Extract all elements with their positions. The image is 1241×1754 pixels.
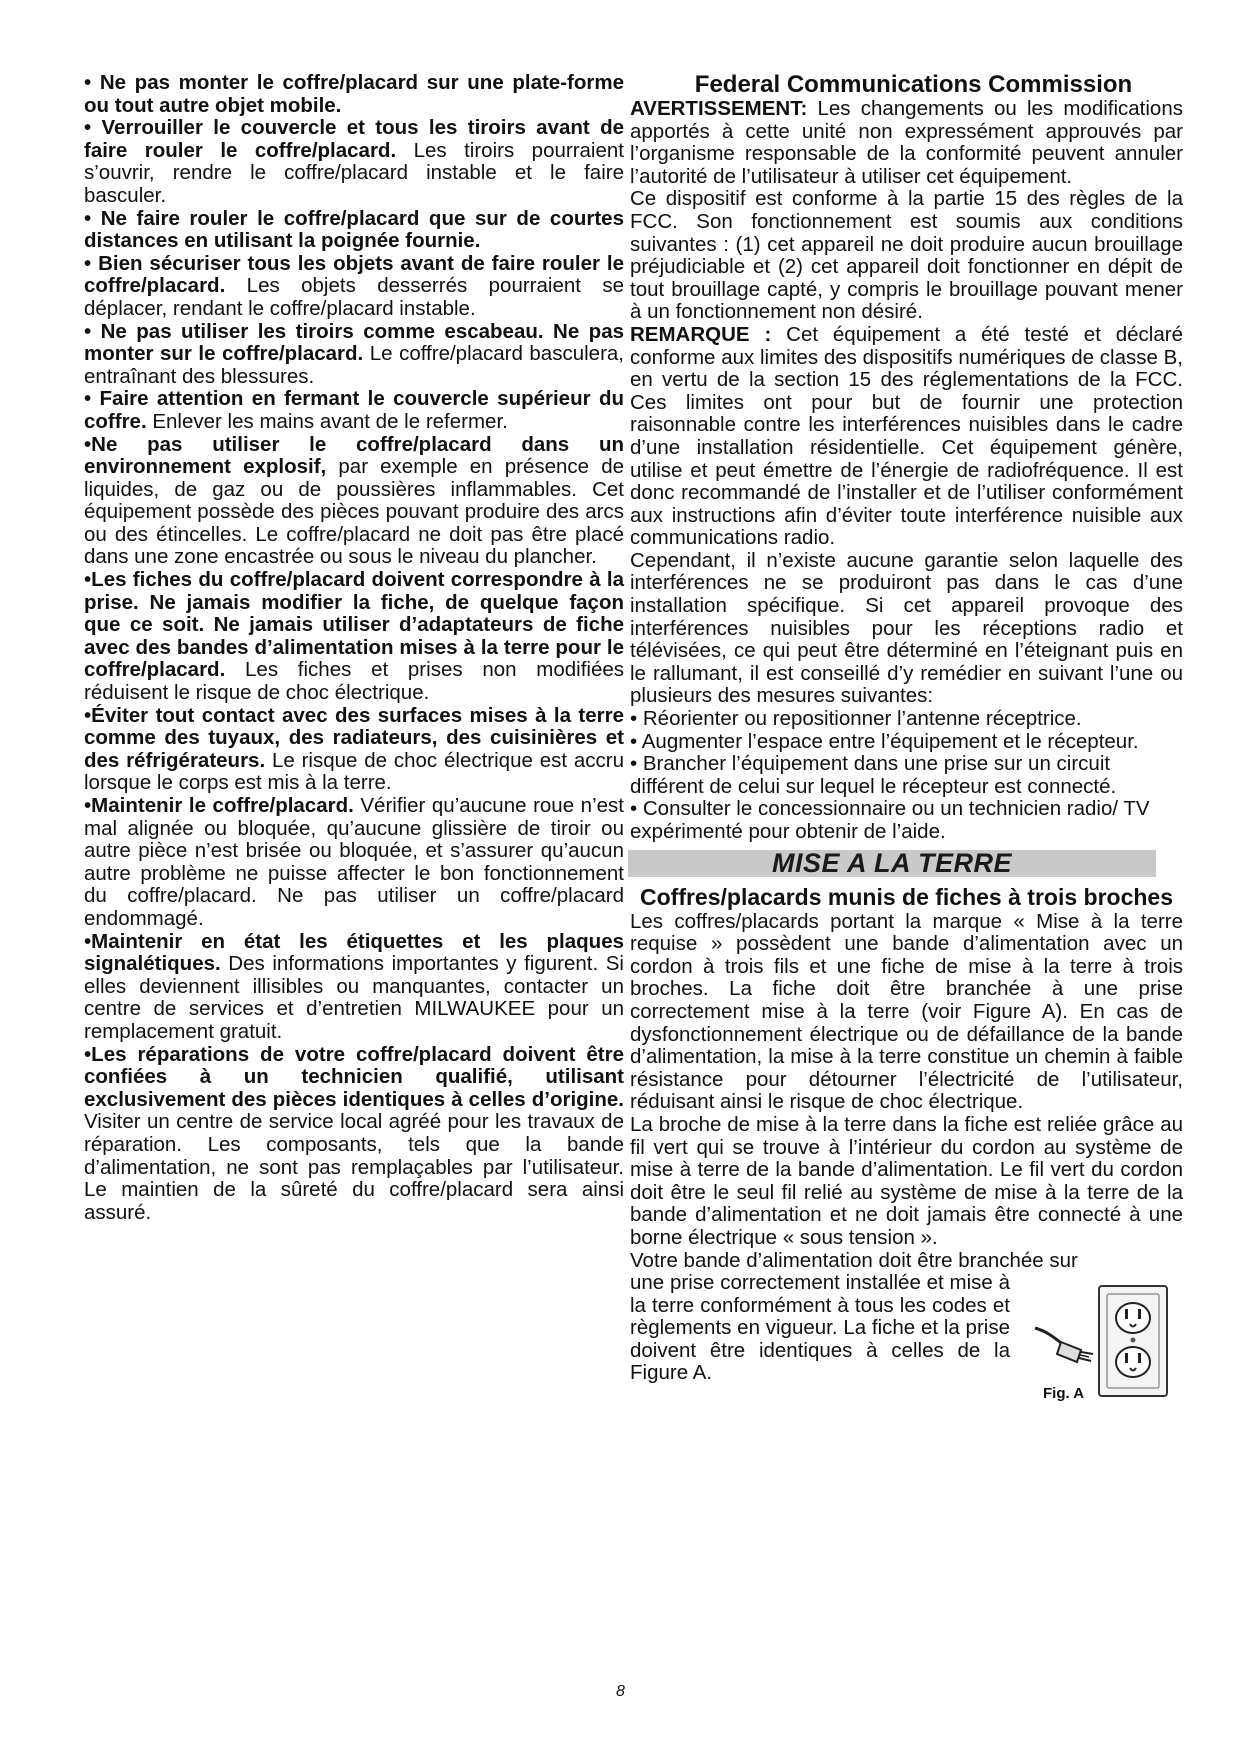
safety-item-1: • Ne pas monter le coffre/placard sur une plate-forme ou tout autre objet mobile. xyxy=(84,71,624,117)
page-number: 8 xyxy=(616,1683,625,1700)
safety-item-12: •Les réparations de votre coffre/placard doivent être confiées à un technicien qualifié, utilisant exclusivement des pièces identiques à celles d’origine. Visiter un centre de service local agréé pour les travaux de réparation. Les composants, tels que la bande d’alimentation, ne sont pas remplaçables par l’utilisateur. Le maintien de la sûreté du coffre/placard sera ainsi assuré. xyxy=(84,1042,624,1224)
safety-item-3: • Ne faire rouler le coffre/placard que sur de courtes distances en utilisant la poignée fournie. xyxy=(84,206,624,253)
safety-item-10: •Maintenir le coffre/placard. Vérifier qu’aucune roue n’est mal alignée ou bloquée, qu’aucune glissière de tiroir ou autre pièce n’est brisée ou bloquée, et s’assurer qu’aucun autre problème ne puisse affecter le bon fonctionnement du coffre/placard. Ne pas utiliser un coffre/placard endommagé. xyxy=(84,794,624,930)
fcc-warning: AVERTISSEMENT: Les changements ou les modifications apportés à cette unité non expressément approuvés par l’organisme responsable de la conformité peuvent annuler l’autorité de l’utilisateur à utiliser cet équipement. xyxy=(630,97,1183,188)
safety-item-2: • Verrouiller le couvercle et tous les tiroirs avant de faire rouler le coffre/placard. Les tiroirs pourraient s’ouvrir, rendre le coffre/placard instable et le faire basculer. xyxy=(84,116,624,207)
fcc-bullet-1: • Réorienter ou repositionner l’antenne réceptrice. xyxy=(630,707,1082,731)
grounded-outlet-figure xyxy=(1031,1284,1171,1402)
three-prong-plug-icon xyxy=(1035,1328,1093,1362)
safety-item-8: •Les fiches du coffre/placard doivent correspondre à la prise. Ne jamais modifier la fiche, de quelque façon que ce soit. Ne jamais utiliser d’adaptateurs de fiche avec des bandes d’alimentation mises à la terre pour le coffre/placard. Les fiches et prises non modifiées réduisent le risque de choc électrique. xyxy=(84,568,624,705)
grounding-para-1: Les coffres/placards portant la marque « Mise à la terre requise » possèdent une bande d’alimentation avec un cordon à trois fils et une fiche de mise à la terre à trois broches. La fiche doit être branchée à une prise correctement mise à la terre (voir Figure A). En cas de dysfonctionnement électrique ou de défaillance de la bande d’alimentation, la mise à la terre constitue un chemin à faible résistance pour détourner l’électricité de l’utilisateur, réduisant ainsi le risque de choc électrique. xyxy=(630,909,1183,1114)
grounding-para-3-rest: une prise correctement installée et mise à la terre conformément à tous les codes et règlements en vigueur. La fiche et la prise doivent être identiques à celles de la Figure A. xyxy=(630,1271,1010,1385)
grounding-banner xyxy=(628,847,1156,878)
fcc-no-guarantee: Cependant, il n’existe aucune garantie selon laquelle des interférences ne se produiront pas dans le cas d’une installation spécifique. Si cet appareil provoque des interférences nuisibles pour les réceptions radio et télévisées, ce qui peut être déterminé en l’éteignant puis en le rallumant, il est conseillé d’y remédier en suivant l’une ou plusieurs des mesures suivantes: xyxy=(630,548,1183,708)
outlet-plate-icon xyxy=(1099,1286,1167,1396)
grounding-subheading: Coffres/placards munis de fiches à trois broches xyxy=(640,883,1173,910)
grounding-banner-title: MISE A LA TERRE xyxy=(771,847,1012,878)
left-column xyxy=(84,72,624,1224)
fcc-bullet-3: • Brancher l’équipement dans une prise sur un circuit différent de celui sur lequel le récepteur est connecté. xyxy=(630,752,1117,798)
safety-item-7: •Ne pas utiliser le coffre/placard dans un environnement explosif, par exemple en présence de liquides, de gaz ou de poussières inflammables. Cet équipement possède des pièces pouvant produire des arcs ou des étincelles. Le coffre/placard ne doit pas être placé dans une zone encastrée ou sous le niveau du plancher. xyxy=(84,432,624,569)
fcc-remark: REMARQUE : Cet équipement a été testé et déclaré conforme aux limites des dispositifs numériques de classe B, en vertu de la section 15 des réglementations de la FCC. Ces limites ont pour but de fournir une protection raisonnable contre les interférences nuisibles dans le cadre d’une installation résidentielle. Cet équipement génère, utilise et peut émettre de l’énergie de radiofréquence. Il est donc recommandé de l’installer et de l’utiliser conformément aux instructions afin d’éviter toute interférence nuisible aux communications radio. xyxy=(630,322,1183,550)
fcc-title: Federal Communications Commission xyxy=(694,71,1133,98)
grounding-para-3-line1: Votre bande d’alimentation doit être branchée sur xyxy=(630,1248,1078,1272)
fcc-bullet-4: • Consulter le concessionnaire ou un technicien radio/ TV expérimenté pour obtenir de l’aide. xyxy=(630,797,1150,843)
safety-item-4: • Bien sécuriser tous les objets avant de faire rouler le coffre/placard. Les objets desserrés pourraient se déplacer, rendant le coffre/placard instable. xyxy=(84,251,624,320)
safety-item-9: •Éviter tout contact avec des surfaces mises à la terre comme des tuyaux, des radiateurs, des cuisinières et des réfrigérateurs. Le risque de choc électrique est accru lorsque le corps est mis à la terre. xyxy=(84,703,624,795)
grounding-para-2: La broche de mise à la terre dans la fiche est reliée grâce au fil vert qui se trouve à l’intérieur du cordon au système de mise à terre de la bande d’alimentation. Le fil vert du cordon doit être le seul fil relié au système de mise à la terre de la bande d’alimentation et ne doit jamais être connecté à une borne électrique « sous tension ». xyxy=(630,1112,1183,1249)
fcc-bullet-2: • Augmenter l’espace entre l’équipement et le récepteur. xyxy=(630,729,1139,753)
safety-item-6: • Faire attention en fermant le couvercle supérieur du coffre. Enlever les mains avant de le refermer. xyxy=(84,387,624,433)
right-column xyxy=(630,71,1183,1403)
figure-a-block xyxy=(630,1271,1183,1403)
figure-label: Fig. A xyxy=(1043,1385,1085,1403)
safety-item-11: •Maintenir en état les étiquettes et les plaques signalétiques. Des informations importantes y figurent. Si elles deviennent illisibles ou manquantes, contacter un centre de services et d’entretien MILWAUKEE pour un remplacement gratuit. xyxy=(84,929,624,1043)
fcc-compliance: Ce dispositif est conforme à la partie 15 des règles de la FCC. Son fonctionnement est soumis aux conditions suivantes : (1) cet appareil ne doit produire aucun brouillage préjudiciable et (2) cet appareil doit fonctionner en dépit de tout brouillage capté, y compris le brouillage pouvant mener à un fonctionnement non désiré. xyxy=(630,187,1183,324)
safety-item-5: • Ne pas utiliser les tiroirs comme escabeau. Ne pas monter sur le coffre/placard. Le coffre/placard basculera, entraînant des blessures. xyxy=(84,319,624,388)
